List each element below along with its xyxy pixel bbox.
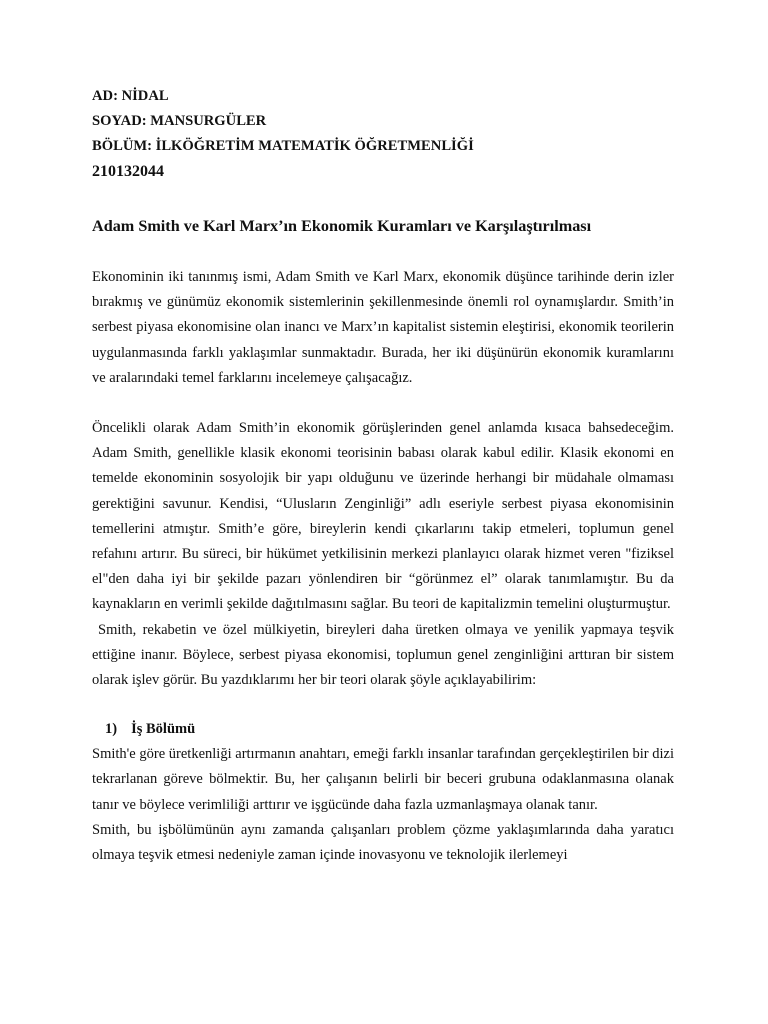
paragraph-innovation: Smith, bu işbölümünün aynı zamanda çalışanları problem çözme yaklaşımlarında daha yaratıcı olmaya teşvik etmesi nedeniyle zaman içinde inovasyonu ve teknolojik ilerlemeyi: [92, 821, 674, 864]
student-id: 210132044: [92, 163, 164, 180]
paragraph-smith-overview: Öncelikli olarak Adam Smith’in ekonomik görüşlerinden genel anlamda kısaca bahsedeceğim. Adam Smith, genellikle klasik ekonomi teorisinin babası olarak kabul edilir. Klasik ekonomi en temelde ekonominin sosyolojik bir yapı olduğunu ve üzerinde herhangi bir müdahale olmaması gerektiğini savunur. Kendisi, “Ulusların Zenginliği” adlı eseriyle serbest piyasa ekonomisinin temellerini atmıştır. Smith’e göre, bireylerin kendi çıkarlarını takip etmeleri, toplumun genel refahını artırır. Bu süreci, bir hükümet yetkilisinin merkezi planlayıcı olarak hizmet veren "fiziksel el"den daha iyi bir şekilde pazarı yönlendiren bir “görünmez el” olarak tanımlamıştır. Bu da kaynakların en verimli şekilde dağıtılmasını sağlar. Bu teori de kapitalizmin temelini oluşturmuştur.: [92, 420, 674, 613]
paragraph-smith-competition: Smith, rekabetin ve özel mülkiyetin, bireyleri daha üretken olmaya ve yenilik yapmaya teşvik ettiğine inanır. Böylece, serbest piyasa ekonomisi, toplumun genel zenginliğini arttıran bir sistem olarak işlev görür. Bu yazdıklarımı her bir teori olarak şöyle açıklayabilirim:: [92, 621, 674, 689]
student-department: BÖLÜM: İLKÖĞRETİM MATEMATİK ÖĞRETMENLİĞİ: [92, 138, 474, 154]
student-name: AD: NİDAL: [92, 88, 169, 104]
section-number: 1): [105, 721, 118, 738]
section-heading: [92, 717, 674, 742]
section-title: İş Bölümü: [131, 721, 196, 738]
paragraph-intro: Ekonominin iki tanınmış ismi, Adam Smith ve Karl Marx, ekonomik düşünce tarihinde derin izler bırakmış ve günümüz ekonomik sistemlerinin şekillenmesinde önemli rol oynamışlardır. Smith’in serbest piyasa ekonomisine olan inancı ve Marx’ın kapitalist sistemin eleştirisi, ekonomik teorilerin uygulanmasında farklı yaklaşımlar sunmaktadır. Burada, her iki düşünürün ekonomik kuramlarını ve aralarındaki temel farklarını incelemeye çalışacağız.: [92, 269, 674, 386]
document-title: Adam Smith ve Karl Marx’ın Ekonomik Kuramları ve Karşılaştırılması: [92, 217, 592, 235]
student-surname: SOYAD: MANSURGÜLER: [92, 113, 267, 129]
paragraph-division-of-labor: Smith'e göre üretkenliği artırmanın anahtarı, emeği farklı insanlar tarafından gerçekleştirilen bir dizi tekrarlanan göreve bölmektir. Bu, her çalışanın belirli bir beceri grubuna odaklanmasına olanak tanır ve böylece verimliliği arttırır ve işgücünde daha fazla uzmanlaşmaya olanak tanır.: [92, 746, 674, 813]
document-page: [92, 84, 674, 868]
